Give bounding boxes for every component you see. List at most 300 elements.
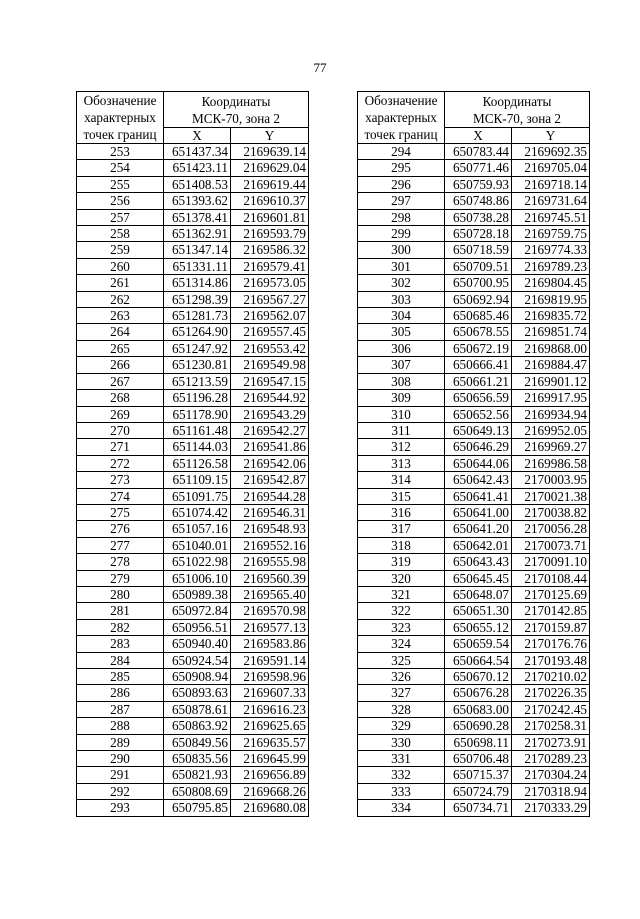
- table-row: [358, 554, 590, 570]
- point-number-cell: 276: [77, 521, 164, 537]
- y-coordinate-cell: 2169901.12: [512, 373, 590, 389]
- table-row: [358, 242, 590, 258]
- y-coordinate-cell: 2170038.82: [512, 504, 590, 520]
- y-coordinate-cell: 2169591.14: [231, 652, 309, 668]
- x-coordinate-cell: 650642.43: [445, 472, 512, 488]
- point-number-cell: 282: [77, 619, 164, 635]
- x-coordinate-cell: 651144.03: [164, 439, 231, 455]
- table-row: [358, 422, 590, 438]
- point-number-cell: 325: [358, 652, 445, 668]
- x-coordinate-cell: 650651.30: [445, 603, 512, 619]
- point-number-cell: 303: [358, 291, 445, 307]
- y-coordinate-cell: 2169565.40: [231, 586, 309, 602]
- point-number-cell: 294: [358, 144, 445, 160]
- y-coordinate-cell: 2169586.32: [231, 242, 309, 258]
- y-coordinate-cell: 2170304.24: [512, 767, 590, 783]
- table-row: [358, 160, 590, 176]
- x-coordinate-cell: 650643.43: [445, 554, 512, 570]
- point-number-cell: 315: [358, 488, 445, 504]
- point-number-cell: 262: [77, 291, 164, 307]
- point-number-cell: 320: [358, 570, 445, 586]
- point-number-cell: 295: [358, 160, 445, 176]
- x-coordinate-cell: 651006.10: [164, 570, 231, 586]
- table-row: [77, 554, 309, 570]
- table-row: [358, 586, 590, 602]
- header-label-line1: Обозначение: [83, 93, 157, 108]
- point-number-cell: 300: [358, 242, 445, 258]
- table-row: [77, 144, 309, 160]
- y-coordinate-cell: 2169552.16: [231, 537, 309, 553]
- x-coordinate-cell: 651074.42: [164, 504, 231, 520]
- x-coordinate-cell: 650644.06: [445, 455, 512, 471]
- x-coordinate-cell: 650690.28: [445, 718, 512, 734]
- table-row: [77, 636, 309, 652]
- point-number-cell: 291: [77, 767, 164, 783]
- x-coordinate-cell: 650706.48: [445, 751, 512, 767]
- y-coordinate-cell: 2169570.98: [231, 603, 309, 619]
- y-coordinate-cell: 2169625.65: [231, 718, 309, 734]
- y-coordinate-cell: 2169804.45: [512, 275, 590, 291]
- point-number-cell: 307: [358, 357, 445, 373]
- x-coordinate-cell: 651362.91: [164, 226, 231, 242]
- table-row: [77, 800, 309, 816]
- header-y: Y: [512, 128, 590, 144]
- y-coordinate-cell: 2169718.14: [512, 176, 590, 192]
- table-row: [358, 226, 590, 242]
- y-coordinate-cell: 2170226.35: [512, 685, 590, 701]
- table-row: [77, 488, 309, 504]
- table-row: [77, 619, 309, 635]
- table-row: [358, 406, 590, 422]
- y-coordinate-cell: 2170273.91: [512, 734, 590, 750]
- point-number-cell: 260: [77, 258, 164, 274]
- table-row: [77, 406, 309, 422]
- y-coordinate-cell: 2170021.38: [512, 488, 590, 504]
- x-coordinate-cell: 651423.11: [164, 160, 231, 176]
- x-coordinate-cell: 650661.21: [445, 373, 512, 389]
- y-coordinate-cell: 2170108.44: [512, 570, 590, 586]
- point-number-cell: 308: [358, 373, 445, 389]
- coordinates-table-right: [357, 91, 590, 817]
- x-coordinate-cell: 650641.00: [445, 504, 512, 520]
- table-row: [77, 521, 309, 537]
- table-row: [358, 669, 590, 685]
- header-coords-line2: МСК-70, зона 2: [191, 110, 281, 126]
- point-number-cell: 330: [358, 734, 445, 750]
- y-coordinate-cell: 2169680.08: [231, 800, 309, 816]
- y-coordinate-cell: 2169542.06: [231, 455, 309, 471]
- x-coordinate-cell: 650670.12: [445, 669, 512, 685]
- x-coordinate-cell: 650649.13: [445, 422, 512, 438]
- y-coordinate-cell: 2169548.93: [231, 521, 309, 537]
- table-row: [77, 669, 309, 685]
- table-row: [358, 472, 590, 488]
- y-coordinate-cell: 2170176.76: [512, 636, 590, 652]
- y-coordinate-cell: 2169607.33: [231, 685, 309, 701]
- point-number-cell: 316: [358, 504, 445, 520]
- table-row: [358, 275, 590, 291]
- table-row: [77, 455, 309, 471]
- y-coordinate-cell: 2169835.72: [512, 308, 590, 324]
- point-number-cell: 331: [358, 751, 445, 767]
- x-coordinate-cell: 651408.53: [164, 176, 231, 192]
- x-coordinate-cell: 650641.20: [445, 521, 512, 537]
- point-number-cell: 304: [358, 308, 445, 324]
- table-row: [77, 340, 309, 356]
- table-row: [77, 734, 309, 750]
- x-coordinate-cell: 651378.41: [164, 209, 231, 225]
- table-row: [358, 685, 590, 701]
- table-row: [358, 209, 590, 225]
- y-coordinate-cell: 2169629.04: [231, 160, 309, 176]
- x-coordinate-cell: 651264.90: [164, 324, 231, 340]
- point-number-cell: 272: [77, 455, 164, 471]
- point-number-cell: 309: [358, 390, 445, 406]
- x-coordinate-cell: 651091.75: [164, 488, 231, 504]
- x-coordinate-cell: 650676.28: [445, 685, 512, 701]
- table-row: [358, 619, 590, 635]
- x-coordinate-cell: 651057.16: [164, 521, 231, 537]
- table-row: [358, 652, 590, 668]
- x-coordinate-cell: 651298.39: [164, 291, 231, 307]
- x-coordinate-cell: 650878.61: [164, 701, 231, 717]
- point-number-cell: 265: [77, 340, 164, 356]
- point-number-cell: 322: [358, 603, 445, 619]
- point-number-cell: 275: [77, 504, 164, 520]
- x-coordinate-cell: 650692.94: [445, 291, 512, 307]
- x-coordinate-cell: 651161.48: [164, 422, 231, 438]
- point-number-cell: 253: [77, 144, 164, 160]
- y-coordinate-cell: 2169544.92: [231, 390, 309, 406]
- point-number-cell: 256: [77, 193, 164, 209]
- x-coordinate-cell: 651393.62: [164, 193, 231, 209]
- y-coordinate-cell: 2170159.87: [512, 619, 590, 635]
- table-row: [77, 357, 309, 373]
- table-body-left: [77, 144, 309, 817]
- x-coordinate-cell: 651126.58: [164, 455, 231, 471]
- point-number-cell: 298: [358, 209, 445, 225]
- point-number-cell: 293: [77, 800, 164, 816]
- header-x: X: [445, 128, 512, 144]
- point-number-cell: 274: [77, 488, 164, 504]
- point-number-cell: 318: [358, 537, 445, 553]
- point-number-cell: 273: [77, 472, 164, 488]
- point-number-cell: 281: [77, 603, 164, 619]
- y-coordinate-cell: 2169555.98: [231, 554, 309, 570]
- table-row: [77, 767, 309, 783]
- y-coordinate-cell: 2169917.95: [512, 390, 590, 406]
- x-coordinate-cell: 650989.38: [164, 586, 231, 602]
- table-row: [358, 701, 590, 717]
- header-x: X: [164, 128, 231, 144]
- y-coordinate-cell: 2170242.45: [512, 701, 590, 717]
- table-body-right: [358, 144, 590, 817]
- table-row: [77, 422, 309, 438]
- y-coordinate-cell: 2169969.27: [512, 439, 590, 455]
- x-coordinate-cell: 650771.46: [445, 160, 512, 176]
- table-row: [77, 242, 309, 258]
- y-coordinate-cell: 2169542.27: [231, 422, 309, 438]
- table-row: [358, 521, 590, 537]
- y-coordinate-cell: 2169774.33: [512, 242, 590, 258]
- y-coordinate-cell: 2169884.47: [512, 357, 590, 373]
- x-coordinate-cell: 650748.86: [445, 193, 512, 209]
- table-row: [77, 291, 309, 307]
- x-coordinate-cell: 650666.41: [445, 357, 512, 373]
- y-coordinate-cell: 2169562.07: [231, 308, 309, 324]
- x-coordinate-cell: 650715.37: [445, 767, 512, 783]
- point-number-cell: 268: [77, 390, 164, 406]
- y-coordinate-cell: 2169745.51: [512, 209, 590, 225]
- x-coordinate-cell: 650645.45: [445, 570, 512, 586]
- x-coordinate-cell: 650783.44: [445, 144, 512, 160]
- x-coordinate-cell: 650940.40: [164, 636, 231, 652]
- point-number-cell: 326: [358, 669, 445, 685]
- point-number-cell: 277: [77, 537, 164, 553]
- header-label-line2: характерных: [365, 110, 437, 125]
- x-coordinate-cell: 650795.85: [164, 800, 231, 816]
- y-coordinate-cell: 2170125.69: [512, 586, 590, 602]
- x-coordinate-cell: 650728.18: [445, 226, 512, 242]
- y-coordinate-cell: 2169851.74: [512, 324, 590, 340]
- table-row: [77, 226, 309, 242]
- header-coordinates: [445, 92, 590, 128]
- point-number-cell: 312: [358, 439, 445, 455]
- point-number-cell: 297: [358, 193, 445, 209]
- point-number-cell: 319: [358, 554, 445, 570]
- point-number-cell: 334: [358, 800, 445, 816]
- point-number-cell: 323: [358, 619, 445, 635]
- y-coordinate-cell: 2170318.94: [512, 783, 590, 799]
- y-coordinate-cell: 2170193.48: [512, 652, 590, 668]
- y-coordinate-cell: 2169577.13: [231, 619, 309, 635]
- header-coords-line1: Координаты: [482, 93, 552, 109]
- y-coordinate-cell: 2169619.44: [231, 176, 309, 192]
- table-row: [77, 652, 309, 668]
- y-coordinate-cell: 2169543.29: [231, 406, 309, 422]
- y-coordinate-cell: 2169819.95: [512, 291, 590, 307]
- table-row: [77, 504, 309, 520]
- y-coordinate-cell: 2169549.98: [231, 357, 309, 373]
- point-number-cell: 288: [77, 718, 164, 734]
- point-number-cell: 286: [77, 685, 164, 701]
- x-coordinate-cell: 650808.69: [164, 783, 231, 799]
- point-number-cell: 317: [358, 521, 445, 537]
- point-number-cell: 306: [358, 340, 445, 356]
- table-row: [77, 160, 309, 176]
- y-coordinate-cell: 2169635.57: [231, 734, 309, 750]
- x-coordinate-cell: 650656.59: [445, 390, 512, 406]
- x-coordinate-cell: 650956.51: [164, 619, 231, 635]
- y-coordinate-cell: 2170210.02: [512, 669, 590, 685]
- x-coordinate-cell: 650924.54: [164, 652, 231, 668]
- table-row: [358, 357, 590, 373]
- point-number-cell: 310: [358, 406, 445, 422]
- header-label-line3: точек границ: [364, 127, 438, 142]
- point-number-cell: 289: [77, 734, 164, 750]
- table-row: [358, 734, 590, 750]
- x-coordinate-cell: 650659.54: [445, 636, 512, 652]
- x-coordinate-cell: 650738.28: [445, 209, 512, 225]
- table-row: [77, 537, 309, 553]
- point-number-cell: 263: [77, 308, 164, 324]
- x-coordinate-cell: 650700.95: [445, 275, 512, 291]
- point-number-cell: 279: [77, 570, 164, 586]
- y-coordinate-cell: 2169544.28: [231, 488, 309, 504]
- point-number-cell: 278: [77, 554, 164, 570]
- table-row: [77, 390, 309, 406]
- point-number-cell: 327: [358, 685, 445, 701]
- x-coordinate-cell: 650893.63: [164, 685, 231, 701]
- table-row: [358, 258, 590, 274]
- y-coordinate-cell: 2169567.27: [231, 291, 309, 307]
- point-number-cell: 321: [358, 586, 445, 602]
- x-coordinate-cell: 650718.59: [445, 242, 512, 258]
- y-coordinate-cell: 2169547.15: [231, 373, 309, 389]
- point-number-cell: 267: [77, 373, 164, 389]
- point-number-cell: 329: [358, 718, 445, 734]
- table-row: [77, 193, 309, 209]
- table-row: [77, 275, 309, 291]
- table-row: [358, 783, 590, 799]
- y-coordinate-cell: 2169560.39: [231, 570, 309, 586]
- point-number-cell: 261: [77, 275, 164, 291]
- y-coordinate-cell: 2169616.23: [231, 701, 309, 717]
- table-row: [358, 800, 590, 816]
- x-coordinate-cell: 650759.93: [445, 176, 512, 192]
- point-number-cell: 305: [358, 324, 445, 340]
- table-row: [358, 291, 590, 307]
- y-coordinate-cell: 2170258.31: [512, 718, 590, 734]
- table-row: [358, 390, 590, 406]
- x-coordinate-cell: 651247.92: [164, 340, 231, 356]
- table-row: [358, 373, 590, 389]
- x-coordinate-cell: 651347.14: [164, 242, 231, 258]
- header-coords-line1: Координаты: [201, 93, 271, 109]
- x-coordinate-cell: 651230.81: [164, 357, 231, 373]
- coordinates-table-left: [76, 91, 309, 817]
- x-coordinate-cell: 650821.93: [164, 767, 231, 783]
- y-coordinate-cell: 2169986.58: [512, 455, 590, 471]
- table-row: [358, 718, 590, 734]
- table-row: [358, 537, 590, 553]
- table-row: [358, 751, 590, 767]
- y-coordinate-cell: 2170333.29: [512, 800, 590, 816]
- table-row: [358, 308, 590, 324]
- point-number-cell: 266: [77, 357, 164, 373]
- table-row: [358, 570, 590, 586]
- point-number-cell: 270: [77, 422, 164, 438]
- header-point-label: [77, 92, 164, 144]
- x-coordinate-cell: 650648.07: [445, 586, 512, 602]
- y-coordinate-cell: 2169668.26: [231, 783, 309, 799]
- table-row: [77, 373, 309, 389]
- header-label-line2: характерных: [84, 110, 156, 125]
- y-coordinate-cell: 2169542.87: [231, 472, 309, 488]
- table-row: [358, 324, 590, 340]
- x-coordinate-cell: 650972.84: [164, 603, 231, 619]
- point-number-cell: 292: [77, 783, 164, 799]
- table-row: [77, 176, 309, 192]
- x-coordinate-cell: 651040.01: [164, 537, 231, 553]
- table-row: [358, 504, 590, 520]
- table-row: [358, 439, 590, 455]
- y-coordinate-cell: 2169541.86: [231, 439, 309, 455]
- y-coordinate-cell: 2169546.31: [231, 504, 309, 520]
- point-number-cell: 299: [358, 226, 445, 242]
- x-coordinate-cell: 650672.19: [445, 340, 512, 356]
- point-number-cell: 290: [77, 751, 164, 767]
- x-coordinate-cell: 650709.51: [445, 258, 512, 274]
- table-row: [77, 603, 309, 619]
- x-coordinate-cell: 650642.01: [445, 537, 512, 553]
- table-row: [77, 783, 309, 799]
- x-coordinate-cell: 650652.56: [445, 406, 512, 422]
- point-number-cell: 301: [358, 258, 445, 274]
- y-coordinate-cell: 2169579.41: [231, 258, 309, 274]
- x-coordinate-cell: 650908.94: [164, 669, 231, 685]
- table-row: [358, 488, 590, 504]
- y-coordinate-cell: 2169557.45: [231, 324, 309, 340]
- point-number-cell: 255: [77, 176, 164, 192]
- y-coordinate-cell: 2169868.00: [512, 340, 590, 356]
- header-label-line1: Обозначение: [364, 93, 438, 108]
- x-coordinate-cell: 651437.34: [164, 144, 231, 160]
- x-coordinate-cell: 650863.92: [164, 718, 231, 734]
- point-number-cell: 328: [358, 701, 445, 717]
- point-number-cell: 258: [77, 226, 164, 242]
- x-coordinate-cell: 650698.11: [445, 734, 512, 750]
- table-row: [358, 340, 590, 356]
- point-number-cell: 287: [77, 701, 164, 717]
- x-coordinate-cell: 650655.12: [445, 619, 512, 635]
- point-number-cell: 259: [77, 242, 164, 258]
- table-row: [77, 718, 309, 734]
- x-coordinate-cell: 650683.00: [445, 701, 512, 717]
- point-number-cell: 324: [358, 636, 445, 652]
- x-coordinate-cell: 651109.15: [164, 472, 231, 488]
- x-coordinate-cell: 651213.59: [164, 373, 231, 389]
- point-number-cell: 314: [358, 472, 445, 488]
- point-number-cell: 302: [358, 275, 445, 291]
- x-coordinate-cell: 650685.46: [445, 308, 512, 324]
- point-number-cell: 269: [77, 406, 164, 422]
- y-coordinate-cell: 2169759.75: [512, 226, 590, 242]
- header-coordinates: [164, 92, 309, 128]
- table-row: [77, 209, 309, 225]
- header-point-label: [358, 92, 445, 144]
- y-coordinate-cell: 2169601.81: [231, 209, 309, 225]
- x-coordinate-cell: 650849.56: [164, 734, 231, 750]
- point-number-cell: 271: [77, 439, 164, 455]
- y-coordinate-cell: 2170003.95: [512, 472, 590, 488]
- point-number-cell: 313: [358, 455, 445, 471]
- point-number-cell: 296: [358, 176, 445, 192]
- header-y: Y: [231, 128, 309, 144]
- y-coordinate-cell: 2169610.37: [231, 193, 309, 209]
- y-coordinate-cell: 2169645.99: [231, 751, 309, 767]
- x-coordinate-cell: 650835.56: [164, 751, 231, 767]
- point-number-cell: 284: [77, 652, 164, 668]
- table-row: [358, 193, 590, 209]
- table-row: [77, 439, 309, 455]
- x-coordinate-cell: 651196.28: [164, 390, 231, 406]
- y-coordinate-cell: 2169934.94: [512, 406, 590, 422]
- table-row: [358, 455, 590, 471]
- x-coordinate-cell: 651022.98: [164, 554, 231, 570]
- table-row: [77, 258, 309, 274]
- y-coordinate-cell: 2169656.89: [231, 767, 309, 783]
